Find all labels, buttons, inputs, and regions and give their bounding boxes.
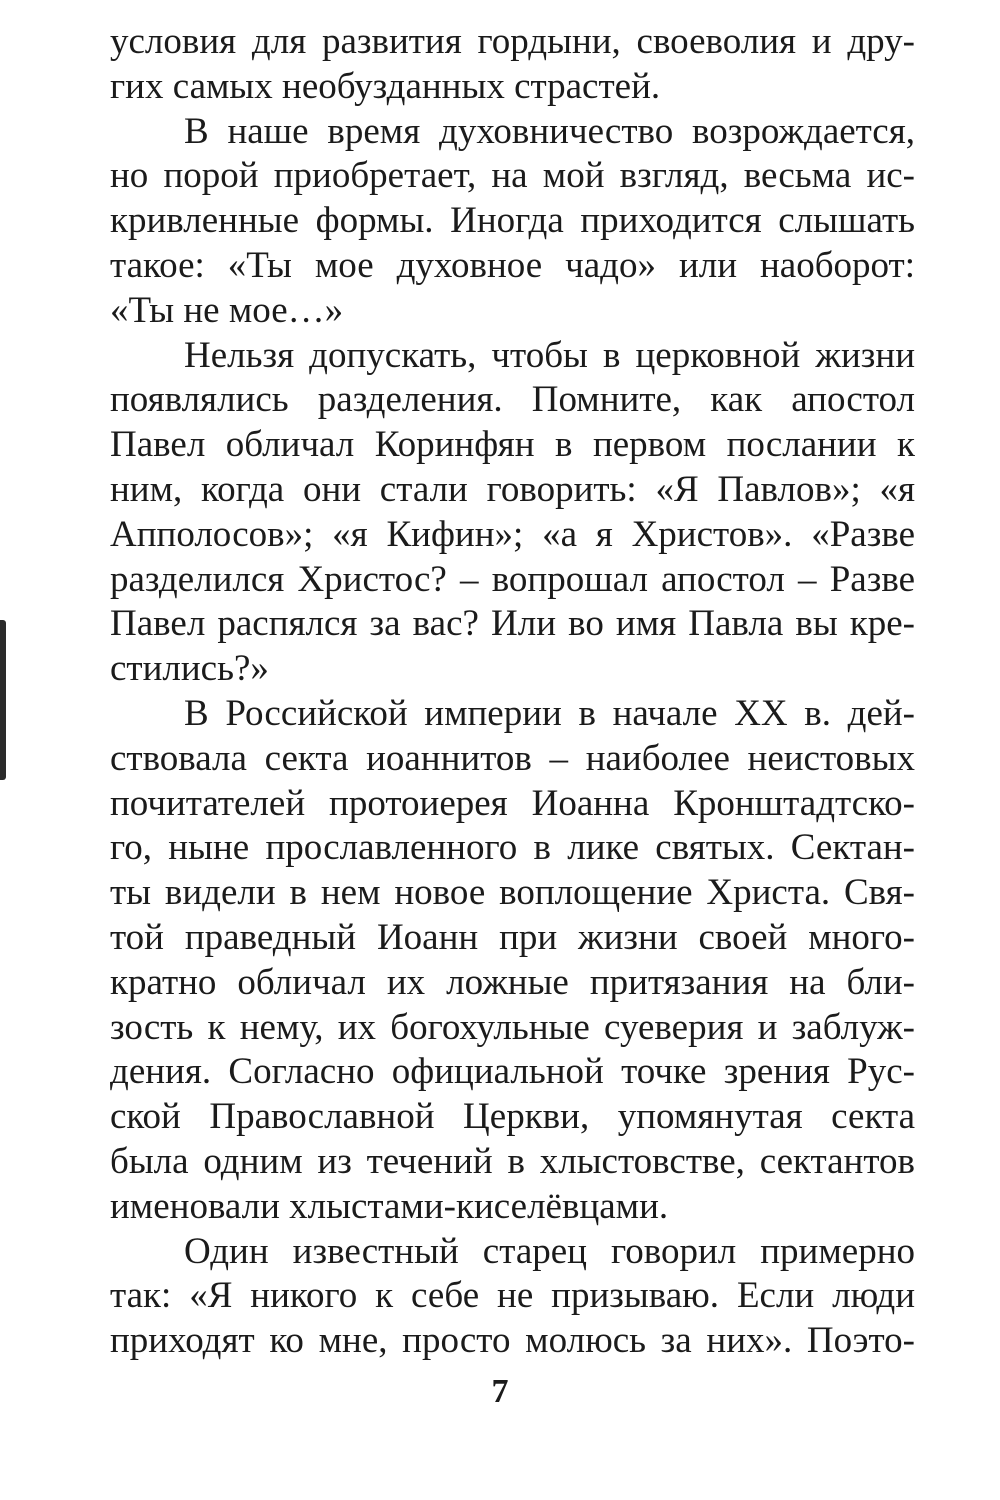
body-text [110, 20, 915, 1364]
text-line: дения. Согласно официальной точке зрения Рус- [110, 1051, 915, 1093]
text-line: го, ныне прославленного в лике святых. Сектан- [110, 827, 915, 869]
text-line: ты видели в нем новое воплощение Христа. Свя- [110, 872, 915, 914]
text-line: зость к нему, их богохульные суеверия и заблуж- [110, 1006, 915, 1048]
text-line: Апполосов»; «я Кифин»; «а я Христов». «Разве [110, 513, 915, 555]
text-line: Один известный старец говорил примерно [184, 1230, 915, 1272]
text-line: ним, когда они стали говорить: «Я Павлов»; «я [110, 468, 915, 510]
text-line: В Российской империи в начале XX в. дей- [184, 692, 915, 734]
text-line: стились?» [110, 648, 269, 690]
scan-shadow-edge [0, 620, 6, 780]
text-line: Павел обличал Коринфян в первом послании к [110, 424, 915, 466]
text-line: появлялись разделения. Помните, как апостол [110, 379, 915, 421]
text-line: кратно обличал их ложные притязания на бли- [110, 961, 915, 1003]
text-line: почитателей протоиерея Иоанна Кронштадтско- [110, 782, 915, 824]
text-line: «Ты не мое…» [110, 289, 344, 331]
text-line: гих самых необузданных страстей. [110, 65, 661, 107]
text-line: той праведный Иоанн при жизни своей много- [110, 916, 915, 958]
page-number: 7 [491, 1373, 509, 1410]
text-line: разделился Христос? – вопрошал апостол – Разве [110, 558, 915, 600]
text-line: такое: «Ты мое духовное чадо» или наоборот: [110, 244, 915, 286]
text-line: Павел распялся за вас? Или во имя Павла вы кре- [110, 603, 915, 645]
text-line: так: «Я никого к себе не призываю. Если люди [110, 1275, 915, 1317]
text-line: была одним из течений в хлыстовстве, сектантов [110, 1140, 915, 1182]
text-line: Нельзя допускать, чтобы в церковной жизни [184, 334, 915, 376]
text-line: кривленные формы. Иногда приходится слышать [110, 200, 915, 242]
text-line: ской Православной Церкви, упомянутая секта [110, 1096, 915, 1138]
text-line: условия для развития гордыни, своеволия и дру- [110, 21, 915, 62]
text-line: приходят ко мне, просто молюсь за них». Поэто- [110, 1320, 915, 1362]
text-line: но порой приобретает, на мой взгляд, весьма ис- [110, 155, 915, 197]
text-line: ствовала секта иоаннитов – наиболее неистовых [110, 737, 915, 779]
text-line: В наше время духовничество возрождается, [184, 110, 915, 152]
text-line: именовали хлыстами-киселёвцами. [110, 1185, 669, 1227]
